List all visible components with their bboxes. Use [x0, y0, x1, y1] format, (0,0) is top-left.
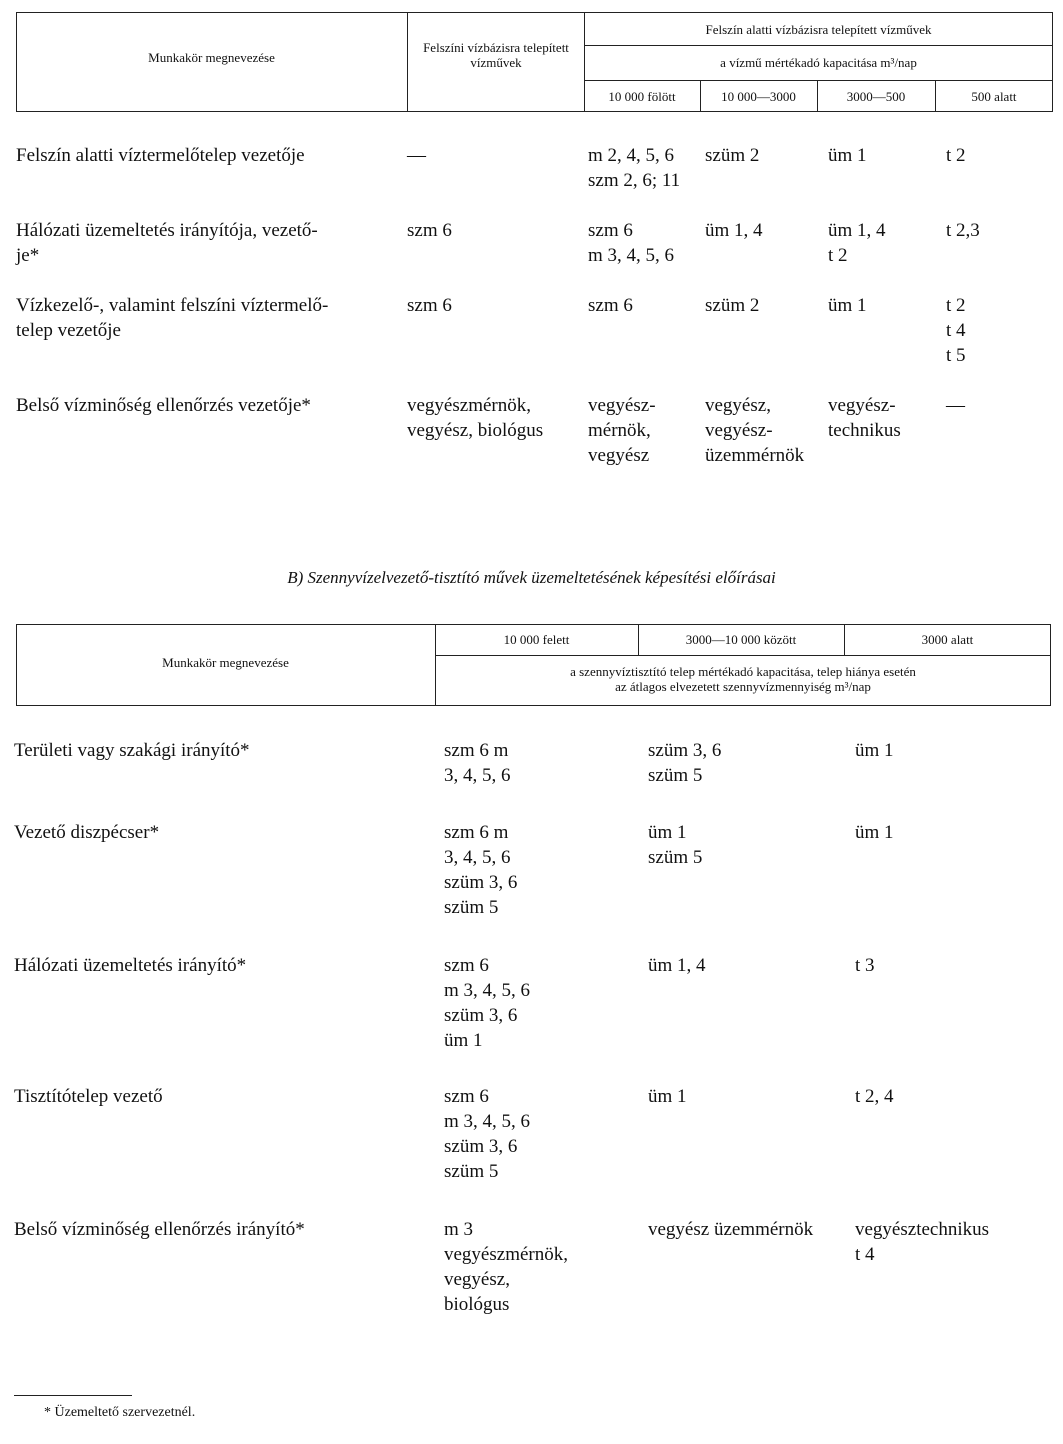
divider — [407, 12, 408, 112]
row-job: Hálózati üzemeltetés irányító* — [14, 955, 247, 976]
row-c4: t 2,3 — [946, 220, 980, 241]
row-c2: üm 1, 4 — [648, 955, 706, 976]
divider — [435, 655, 1051, 656]
row-job: Felszín alatti víztermelőtelep vezetője — [16, 145, 305, 166]
divider — [584, 80, 1053, 81]
row-job: Hálózati üzemeltetés irányítója, vezető- je* — [16, 220, 318, 266]
header-col-2: 10 000—3000 — [721, 89, 796, 104]
row-c2: vegyész, vegyész- üzemmérnök — [705, 395, 805, 466]
row-c4: — — [946, 395, 965, 416]
row-surface: vegyészmérnök, vegyész, biológus — [407, 395, 544, 441]
header-job-title: Munkakör megnevezése — [162, 655, 289, 670]
header-col-3: 3000 alatt — [921, 632, 974, 647]
row-c2: üm 1 — [648, 1086, 687, 1107]
row-job: Vezető diszpécser* — [14, 822, 160, 843]
row-c3: vegyész- technikus — [828, 395, 901, 441]
row-c1: szm 6 m 3, 4, 5, 6 — [444, 740, 511, 786]
row-c4: t 2 — [946, 145, 966, 166]
header-col-1: 10 000 fölött — [608, 89, 676, 104]
row-job: Területi vagy szakági irányító* — [14, 740, 250, 761]
row-c2: üm 1 szüm 5 — [648, 822, 703, 868]
footnote-rule — [14, 1395, 132, 1396]
row-c1: szm 6 m 3, 4, 5, 6 szüm 3, 6 üm 1 — [444, 955, 531, 1051]
header-capacity: a szennyvíztisztító telep mértékadó kapacitása, telep hiánya esetén az átlagos elvezetett szennyvízmennyiség m³/nap — [570, 664, 916, 694]
header-col-1: 10 000 felett — [503, 632, 570, 647]
row-c1: m 3 vegyészmérnök, vegyész, biológus — [444, 1219, 568, 1315]
header-surface: Felszíni vízbázisra telepített vízművek — [423, 40, 569, 70]
row-c1: vegyész- mérnök, vegyész — [588, 395, 656, 466]
row-c3: t 2, 4 — [855, 1086, 894, 1107]
row-c3: t 3 — [855, 955, 875, 976]
row-c1: szm 6 — [588, 295, 633, 316]
row-surface: szm 6 — [407, 220, 452, 241]
row-c2: vegyész üzemmérnök — [648, 1219, 814, 1240]
row-c4: t 2 t 4 t 5 — [946, 295, 966, 366]
row-job: Belső vízminőség ellenőrzés irányító* — [14, 1219, 305, 1240]
row-job: Belső vízminőség ellenőrzés vezetője* — [16, 395, 311, 416]
row-surface: szm 6 — [407, 295, 452, 316]
header-col-3: 3000—500 — [846, 89, 906, 104]
row-c3: üm 1 — [828, 295, 867, 316]
row-c3: vegyésztechnikus t 4 — [855, 1219, 990, 1265]
footnote: * Üzemeltető szervezetnél. — [44, 1405, 196, 1420]
row-surface: — — [407, 145, 426, 166]
row-c2: szüm 3, 6 szüm 5 — [648, 740, 722, 786]
row-c1: szm 6 m 3, 4, 5, 6 — [588, 220, 675, 266]
row-c3: üm 1 — [855, 740, 894, 761]
divider — [584, 45, 1053, 46]
row-job: Vízkezelő-, valamint felszíni víztermelő- telep vezetője — [16, 295, 329, 341]
row-c2: szüm 2 — [705, 145, 760, 166]
header-col-4: 500 alatt — [971, 89, 1017, 104]
header-groundwater: Felszín alatti vízbázisra telepített vízművek — [705, 22, 932, 37]
row-c3: üm 1 — [828, 145, 867, 166]
header-job-title: Munkakör megnevezése — [148, 50, 275, 65]
header-capacity: a vízmű mértékadó kapacitása m³/nap — [720, 55, 917, 70]
row-c3: üm 1 — [855, 822, 894, 843]
row-c1: m 2, 4, 5, 6 szm 2, 6; 11 — [588, 145, 681, 191]
header-col-2: 3000—10 000 között — [685, 632, 797, 647]
row-c2: szüm 2 — [705, 295, 760, 316]
section-b-title: B) Szennyvízelvezető-tisztító művek üzemeltetésének képesítési előírásai — [287, 568, 776, 587]
row-c1: szm 6 m 3, 4, 5, 6 szüm 3, 6 szüm 5 — [444, 1086, 531, 1182]
row-c3: üm 1, 4 t 2 — [828, 220, 886, 266]
row-job: Tisztítótelep vezető — [14, 1086, 163, 1107]
row-c2: üm 1, 4 — [705, 220, 763, 241]
row-c1: szm 6 m 3, 4, 5, 6 szüm 3, 6 szüm 5 — [444, 822, 518, 918]
